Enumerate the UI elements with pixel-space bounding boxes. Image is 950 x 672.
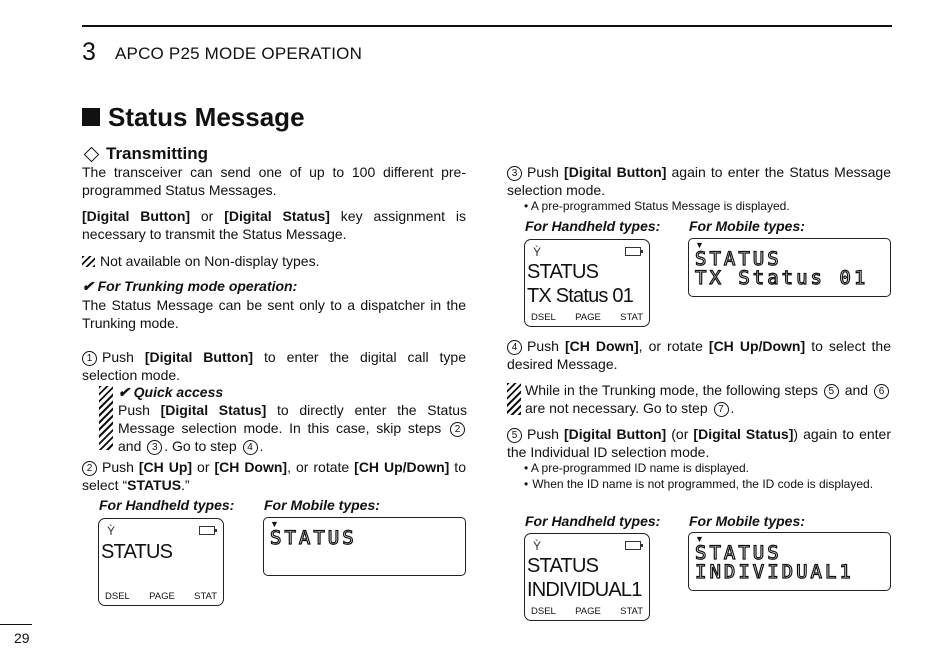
text: Push (102, 349, 145, 365)
softkey-row (105, 591, 217, 602)
section-title-text: Status Message (108, 102, 305, 132)
step-5-bullet-2: • When the ID name is not programmed, the ID code is displayed. (524, 476, 891, 492)
step-number: 4 (507, 340, 522, 355)
handheld-display (524, 239, 650, 327)
handheld-label: For Handheld types: (99, 497, 235, 513)
chapter-title: APCO P25 MODE OPERATION (115, 44, 363, 63)
ch-down-key: [CH Down] (564, 338, 639, 354)
assignment-paragraph (82, 207, 466, 243)
step-ref: 4 (243, 440, 258, 455)
mobile-display (688, 532, 891, 591)
step-ref: 6 (874, 384, 889, 399)
antenna-icon: Ỳ (533, 245, 542, 259)
step-ref: 2 (450, 422, 465, 437)
text: again to enter the Status Message selection mode. (507, 164, 891, 198)
hatch-bar-icon (99, 386, 113, 450)
softkey-dsel: DSEL (105, 591, 130, 602)
text: and (840, 382, 872, 398)
text: , or rotate (287, 459, 355, 475)
hatch-bar-icon (507, 383, 521, 415)
header-rule (82, 25, 892, 27)
step-ref: 3 (147, 440, 162, 455)
subsection-title (82, 144, 208, 164)
softkey-row (531, 606, 643, 617)
digital-button-key: [Digital Button] (564, 164, 667, 180)
chapter-number: 3 (82, 38, 96, 66)
display-line-1: STATUS (527, 555, 599, 577)
step-1 (82, 348, 466, 384)
softkey-dsel: DSEL (531, 606, 556, 617)
antenna-icon: Ỳ (533, 539, 542, 553)
triangle-icon: ▼ (695, 534, 704, 544)
handheld-label: For Handheld types: (525, 513, 661, 529)
text: or (192, 459, 215, 475)
text: Push (102, 459, 139, 475)
text: (or (666, 426, 694, 442)
trunking-paragraph: The Status Message can be sent only to a dispatcher in the Trunking mode. (82, 297, 466, 331)
step-ref: 5 (824, 384, 839, 399)
trunking-steps-note: While in the Trunking mode, the following steps 5 and 6 are not necessary. Go to step 7 . (525, 381, 891, 417)
display-line-2: INDIVIDUAL1 (527, 579, 642, 601)
step-ref: 7 (714, 402, 729, 417)
ch-up-down-key: [CH Up/Down] (708, 338, 806, 354)
softkey-dsel: DSEL (531, 312, 556, 323)
text: to select the desired Message. (507, 338, 891, 372)
display-line-2: INDIVIDUAL1 (695, 561, 854, 583)
display-line-1: STATUS (695, 542, 782, 564)
text: , or rotate (638, 338, 709, 354)
digital-status-key: [Digital Status] (224, 208, 330, 224)
checkmark-icon: ✔ (118, 384, 130, 400)
display-line-1: STATUS (101, 541, 173, 563)
ch-down-key: [CH Down] (214, 459, 288, 475)
subsection-title-text: Transmitting (106, 144, 209, 163)
triangle-icon: ▼ (695, 240, 704, 250)
bullet-text: When the ID name is not programmed, the ID code is displayed. (532, 477, 874, 491)
mobile-display (688, 238, 891, 297)
text: and (118, 438, 146, 454)
handheld-label: For Handheld types: (525, 218, 661, 234)
display-line-2: TX Status 01 (695, 267, 869, 289)
quick-access-text: Push [Digital Status] to directly enter the Status Message selection mode. In this case, skip steps 2 and 3 . Go to step 4 . (118, 402, 467, 454)
digital-button-key: [Digital Button] (563, 426, 667, 442)
softkey-page: PAGE (149, 591, 175, 602)
step-5 (507, 425, 891, 461)
trunking-heading (82, 278, 297, 295)
text: Push (527, 164, 565, 180)
battery-icon (625, 541, 641, 550)
text: to directly enter the Status Message selection mode. In this case, skip steps (118, 402, 467, 436)
antenna-icon: Ỳ (107, 524, 116, 538)
battery-icon (625, 247, 641, 256)
quick-access-heading (118, 384, 223, 401)
text: to enter the digital call type selection mode. (82, 349, 466, 383)
softkey-stat: STAT (194, 591, 217, 602)
softkey-page: PAGE (575, 606, 601, 617)
battery-icon (199, 526, 215, 535)
ch-up-down-key: [CH Up/Down] (354, 459, 450, 475)
step-4 (507, 337, 891, 373)
not-available-note (82, 252, 466, 270)
step-5-bullet-1: • A pre-programmed ID name is displayed. (524, 461, 749, 475)
display-line-1: STATUS (527, 261, 599, 283)
step-number: 1 (82, 351, 97, 366)
bullet-text: A pre-programmed Status Message is displayed. (530, 199, 790, 213)
hatch-icon (82, 256, 95, 267)
bullet-text: A pre-programmed ID name is displayed. (530, 461, 749, 475)
step-number: 3 (507, 166, 522, 181)
softkey-row (531, 312, 643, 323)
step-3-bullet: • A pre-programmed Status Message is displayed. (524, 199, 790, 213)
text: Push (527, 338, 565, 354)
not-available-text: Not available on Non-display types. (100, 253, 320, 269)
softkey-page: PAGE (575, 312, 601, 323)
mobile-display (263, 517, 466, 576)
text: Push (118, 402, 161, 418)
text: Push (527, 426, 564, 442)
digital-button-key: [Digital Button] (82, 208, 191, 224)
page-number: 29 (14, 630, 30, 646)
diamond-icon (84, 146, 100, 162)
softkey-stat: STAT (620, 312, 643, 323)
mobile-label: For Mobile types: (264, 497, 380, 513)
ch-up-key: [CH Up] (138, 459, 193, 475)
quick-access-heading-text: Quick access (133, 384, 224, 400)
handheld-display (524, 533, 650, 621)
text: While in the Trunking mode, the following steps (525, 382, 822, 398)
text: ) again to enter the Individual ID selection mode. (507, 426, 891, 460)
text: Go to step (172, 438, 241, 454)
section-title (82, 101, 305, 133)
step-3 (507, 163, 891, 199)
status-word: STATUS (127, 477, 182, 493)
text: to select “ (82, 459, 466, 493)
checkmark-icon: ✔ (82, 278, 94, 294)
display-line-1: STATUS (270, 527, 357, 549)
text: or (190, 208, 225, 224)
digital-button-key: [Digital Button] (144, 349, 254, 365)
trunking-heading-text: For Trunking mode operation: (97, 278, 298, 294)
step-number: 5 (507, 428, 522, 443)
digital-status-key: [Digital Status] (693, 426, 794, 442)
intro-paragraph: The transceiver can send one of up to 100 different pre-programmed Status Messages. (82, 164, 466, 198)
display-line-1: STATUS (695, 248, 782, 270)
page-number-rule (0, 624, 32, 625)
handheld-display (98, 518, 224, 606)
mobile-label: For Mobile types: (689, 513, 805, 529)
text: key assignment is necessary to transmit the Status Message. (82, 208, 466, 242)
text: .” (181, 477, 190, 493)
step-2 (82, 458, 466, 494)
digital-status-key: [Digital Status] (160, 402, 267, 418)
triangle-icon: ▼ (270, 519, 279, 529)
step-number: 2 (82, 461, 97, 476)
square-bullet-icon (82, 108, 100, 126)
display-line-2: TX Status 01 (527, 285, 634, 307)
softkey-stat: STAT (620, 606, 643, 617)
mobile-label: For Mobile types: (689, 218, 805, 234)
text: are not necessary. Go to step (525, 400, 712, 416)
